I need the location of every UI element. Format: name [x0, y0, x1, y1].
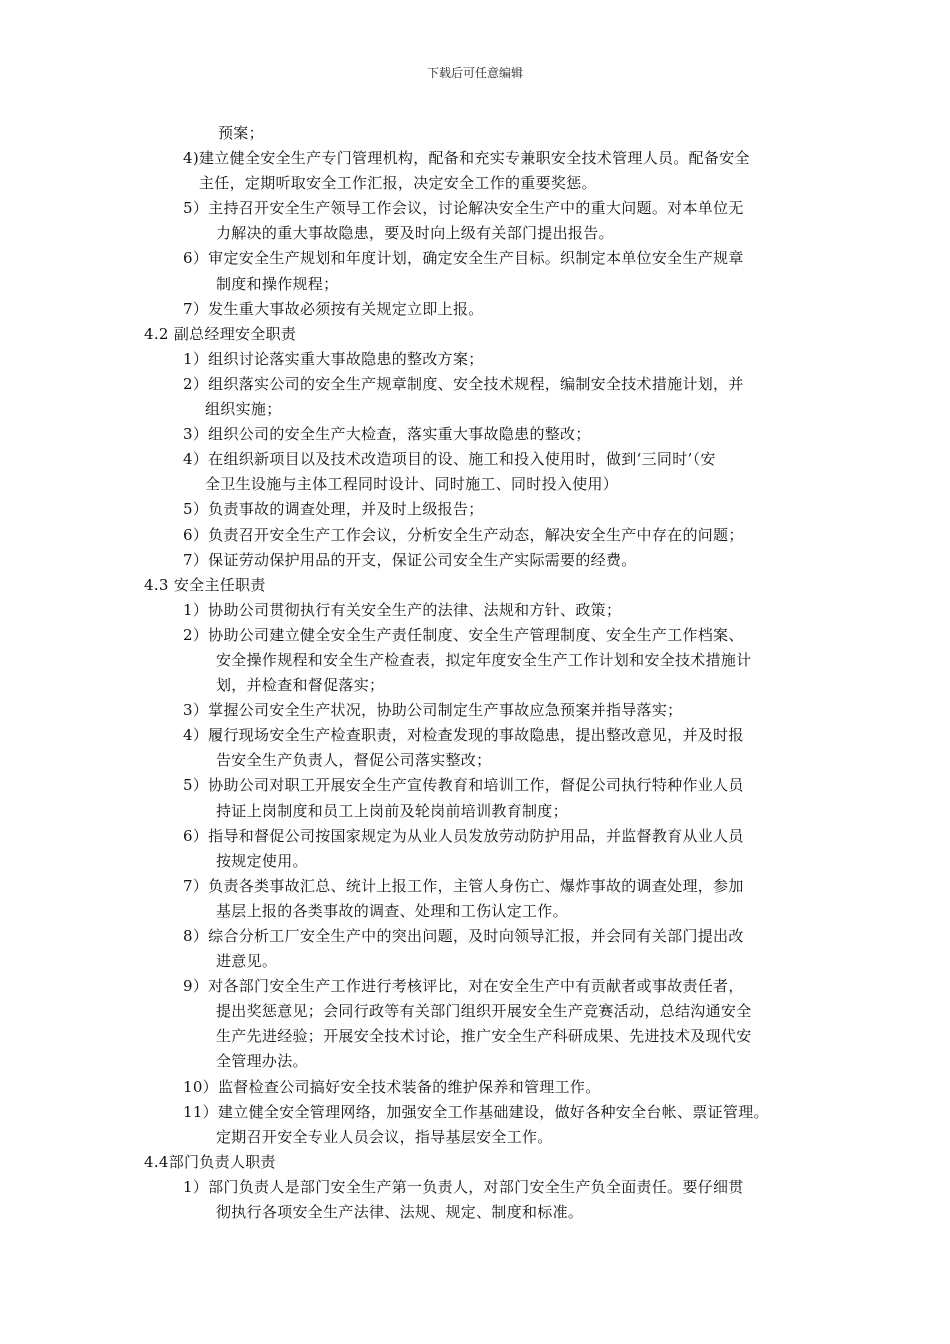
text-line: 组织实施；	[205, 400, 282, 419]
list-item: 2）组织落实公司的安全生产规章制度、安全技术规程，编制安全技术措施计划，并	[183, 374, 744, 393]
text-line: 告安全生产负责人，督促公司落实整改；	[216, 751, 492, 770]
list-item: 6）审定安全生产规划和年度计划，确定安全生产目标。织制定本单位安全生产规章	[183, 249, 744, 268]
list-item: 6）指导和督促公司按国家规定为从业人员发放劳动防护用品，并监督教育从业人员	[183, 826, 744, 845]
section-heading: 4.4部门负责人职责	[144, 1152, 276, 1171]
list-item: 8）综合分析工厂安全生产中的突出问题，及时向领导汇报，并会同有关部门提出改	[183, 927, 744, 945]
section-heading: 4.3 安全主任职责	[144, 575, 266, 594]
list-item: 5）负责事故的调查处理，并及时上级报告；	[183, 500, 484, 519]
list-item: 5）主持召开安全生产领导工作会议，讨论解决安全生产中的重大问题。对本单位无	[183, 199, 744, 218]
list-item: 7）发生重大事故必须按有关规定立即上报。	[183, 299, 484, 318]
list-item: 3）组织公司的安全生产大检查，落实重大事故隐患的整改；	[183, 425, 591, 444]
list-item: 9）对各部门安全生产工作进行考核评比，对在安全生产中有贡献者或事故责任者，	[183, 977, 744, 996]
text-line: 基层上报的各类事故的调查、处理和工伤认定工作。	[216, 901, 568, 920]
list-item: 3）掌握公司安全生产状况，协助公司制定生产事故应急预案并指导落实；	[183, 701, 683, 720]
text-line: 定期召开安全专业人员会议，指导基层安全工作。	[216, 1127, 553, 1146]
list-item: 7）负责各类事故汇总、统计上报工作，主管人身伤亡、爆炸事故的调查处理，参加	[183, 876, 744, 895]
list-item: 11）建立健全安全管理网络，加强安全工作基础建设，做好各种安全台帐、票证管理。	[183, 1102, 769, 1121]
text-line: 全卫生设施与主体工程同时设计、同时施工、同时投入使用）	[205, 475, 619, 494]
text-line: 按规定使用。	[216, 851, 308, 870]
list-item: 5）协助公司对职工开展安全生产宣传教育和培训工作，督促公司执行特种作业人员	[183, 776, 744, 795]
text-line: 制度和操作规程；	[216, 274, 339, 293]
text-line: 安全操作规程和安全生产检查表，拟定年度安全生产工作计划和安全技术措施计	[216, 650, 752, 669]
list-item: 2）协助公司建立健全安全生产责任制度、安全生产管理制度、安全生产工作档案、	[183, 625, 744, 644]
text-line: 提出奖惩意见；会同行政等有关部门组织开展安全生产竞赛活动，总结沟通安全	[216, 1002, 752, 1021]
document-body	[0, 121, 950, 1225]
text-line: 主任，定期听取安全工作汇报，决定安全工作的重要奖惩。	[199, 174, 597, 193]
list-item: 1）部门负责人是部门安全生产第一负责人，对部门安全生产负全面责任。要仔细贯	[183, 1177, 744, 1196]
text-line: 持证上岗制度和员工上岗前及轮岗前培训教育制度；	[216, 801, 568, 820]
text-line: 全管理办法。	[216, 1052, 308, 1071]
list-item: 4）在组织新项目以及技术改造项目的设、施工和投入使用时，做到‘三同时’（安	[183, 450, 716, 469]
text-line: 预案；	[218, 124, 264, 142]
text-line: 力解决的重大事故隐患，要及时向上级有关部门提出报告。	[216, 224, 614, 243]
page-header: 下载后可任意编辑	[426, 66, 523, 80]
list-item: 1）协助公司贯彻执行有关安全生产的法律、法规和方针、政策；	[183, 600, 622, 619]
text-line: 彻执行各项安全生产法律、法规、规定、制度和标准。	[216, 1203, 584, 1222]
list-item: 10）监督检查公司搞好安全技术装备的维护保养和管理工作。	[183, 1077, 601, 1096]
text-line: 进意见。	[216, 952, 278, 971]
list-item: 6）负责召开安全生产工作会议，分析安全生产动态，解决安全生产中存在的问题；	[183, 525, 744, 544]
list-item: 4）履行现场安全生产检查职责，对检查发现的事故隐患，提出整改意见，并及时报	[183, 726, 744, 745]
list-item: 7）保证劳动保护用品的开支，保证公司安全生产实际需要的经费。	[183, 550, 637, 569]
section-heading: 4.2 副总经理安全职责	[144, 324, 297, 343]
text-line: 生产先进经验；开展安全技术讨论，推广安全生产科研成果、先进技术及现代安	[216, 1027, 752, 1046]
list-item: 1）组织讨论落实重大事故隐患的整改方案；	[183, 349, 484, 368]
list-item: 4)建立健全安全生产专门管理机构，配备和充实专兼职安全技术管理人员。配备安全	[183, 149, 750, 168]
text-line: 划，并检查和督促落实；	[216, 676, 385, 695]
